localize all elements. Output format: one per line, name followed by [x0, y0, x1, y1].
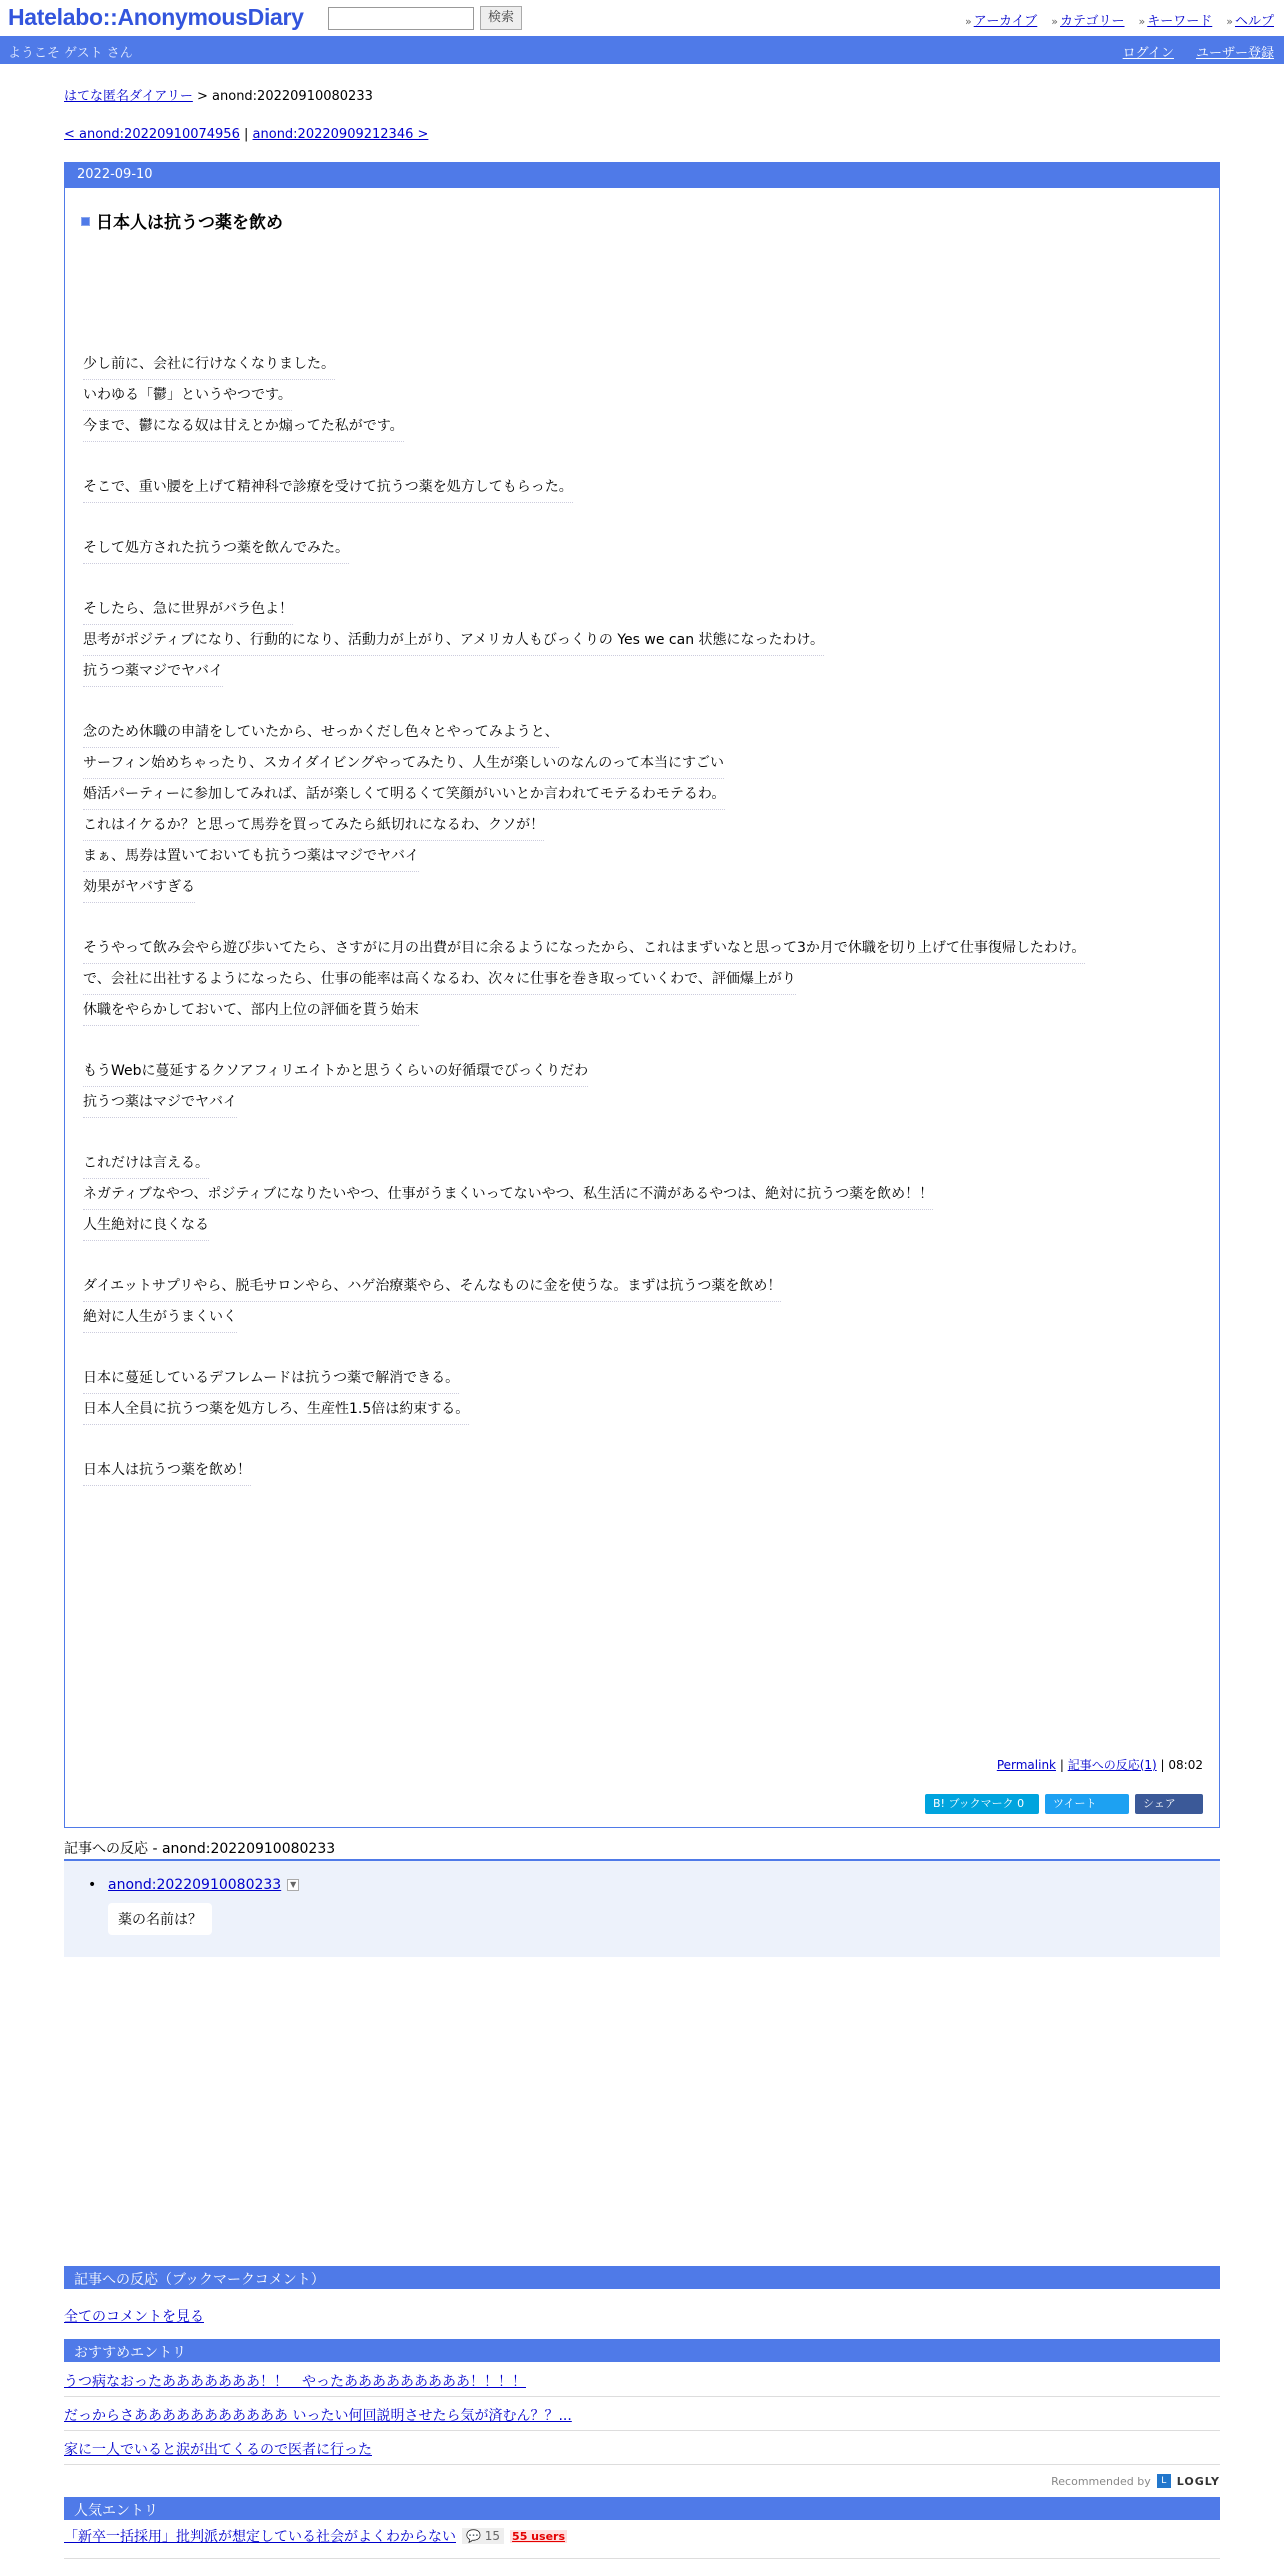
body-line: 今まで、鬱になる奴は甘えとか煽ってた私がです。: [83, 411, 404, 442]
paragraph-gap: [83, 1026, 1085, 1056]
paragraph-gap: [83, 687, 1085, 717]
entry-body: [83, 349, 1085, 1486]
share-buttons: [925, 1794, 1203, 1814]
body-line: 日本人は抗うつ薬を飲め！: [83, 1455, 251, 1486]
bookmark-comments-heading: 記事への反応（ブックマークコメント）: [64, 2266, 1220, 2289]
reference-link[interactable]: anond:20220910080233: [108, 1877, 282, 1893]
body-line: 人生絶対に良くなる: [83, 1210, 209, 1241]
body-line: 抗うつ薬はマジでヤバイ: [83, 1087, 237, 1118]
next-entry-link[interactable]: anond:20220909212346 >: [252, 127, 429, 142]
recommended-link[interactable]: うつ病なおったあああああああ！！ やったあああああああああ！！！！: [64, 2374, 526, 2390]
breadcrumb-current: anond:20220910080233: [212, 89, 373, 104]
entry-section: [64, 162, 1220, 1828]
user-bar: [0, 36, 1284, 64]
references-heading: 記事への反応 - anond:20220910080233: [64, 1841, 336, 1857]
entry-footer: [997, 1756, 1203, 1773]
welcome-text: ようこそ ゲスト さん: [8, 46, 133, 61]
divider: [64, 2558, 1220, 2559]
paragraph-gap: [83, 503, 1085, 533]
entry-title: [81, 208, 283, 233]
body-line: で、会社に出社するようになったら、仕事の能率は高くなるわ、次々に仕事を巻き取っていくわで、評価爆上がり: [83, 964, 796, 995]
recommended-by[interactable]: [1051, 2474, 1220, 2488]
body-line: 絶対に人生がうまくいく: [83, 1302, 237, 1333]
body-line: いわゆる「鬱」というやつです。: [83, 380, 292, 411]
breadcrumb-home-link[interactable]: はてな匿名ダイアリー: [64, 89, 193, 104]
paragraph-gap: [83, 564, 1085, 594]
recommended-heading: おすすめエントリ: [64, 2339, 1220, 2362]
body-line: 休職をやらかしておいて、部内上位の評価を貰う始末: [83, 995, 419, 1026]
body-line: 日本に蔓延しているデフレムードは抗うつ薬で解消できる。: [83, 1363, 459, 1394]
tweet-button[interactable]: ツイート: [1045, 1794, 1129, 1814]
list-item: [64, 2397, 1220, 2431]
logly-logo-icon: L: [1157, 2474, 1171, 2488]
login-link[interactable]: ログイン: [1122, 46, 1174, 61]
body-line: そして処方された抗うつ薬を飲んでみた。: [83, 533, 349, 564]
body-line: 婚活パーティーに参加してみれば、話が楽しくて明るくて笑顔がいいとか言われてモテるわモテるわ。: [83, 779, 725, 810]
reactions-link[interactable]: 記事への反応(1): [1067, 1758, 1157, 1772]
search-button[interactable]: 検索: [480, 6, 522, 30]
paragraph-gap: [83, 442, 1085, 472]
hatena-bookmark-button[interactable]: B! ブックマーク 0: [925, 1794, 1039, 1814]
body-line: 少し前に、会社に行けなくなりました。: [83, 349, 335, 380]
nav-keyword-link[interactable]: » キーワード: [1139, 10, 1213, 29]
entry-marker-icon[interactable]: [81, 217, 90, 226]
recommended-list: [64, 2363, 1220, 2465]
list-item: [64, 2431, 1220, 2465]
nav-category-link[interactable]: » カテゴリー: [1051, 10, 1124, 29]
body-line: 抗うつ薬マジでヤバイ: [83, 656, 223, 687]
body-line: ダイエットサプリやら、脱毛サロンやら、ハゲ治療薬やら、そんなものに金を使うな。まずは抗うつ薬を飲め！: [83, 1271, 781, 1302]
body-line: 日本人全員に抗うつ薬を処方しろ、生産性1.5倍は約束する。: [83, 1394, 469, 1425]
body-line: ネガティブなやつ、ポジティブになりたいやつ、仕事がうまくいってないやつ、私生活に不満があるやつは、絶対に抗うつ薬を飲め！！: [83, 1179, 933, 1210]
body-line: これはイケるか？と思って馬券を買ってみたら紙切れになるわ、クソが！: [83, 810, 544, 841]
comment-count[interactable]: 💬 15: [462, 2528, 504, 2544]
paragraph-gap: [83, 903, 1085, 933]
register-link[interactable]: ユーザー登録: [1195, 46, 1274, 61]
footer-separator: |: [1059, 1758, 1064, 1772]
site-header: [0, 0, 1284, 36]
recommended-by-text: Recommended by: [1051, 2474, 1151, 2488]
footer-separator: |: [1160, 1758, 1165, 1772]
body-line: そうやって飲み会やら遊び歩いてたら、さすがに月の出費が目に余るようになったから、これはまずいなと思って3か月で休職を切り上げて仕事復帰したわけ。: [83, 933, 1085, 964]
facebook-share-button[interactable]: シェア: [1135, 1794, 1203, 1814]
pager-separator: |: [244, 127, 249, 142]
popular-link[interactable]: 「新卒一括採用」批判派が想定している社会がよくわからない: [64, 2529, 456, 2545]
breadcrumb-separator: >: [196, 89, 208, 104]
bookmark-users-badge[interactable]: 55 users: [512, 2529, 565, 2543]
all-comments-link[interactable]: 全てのコメントを見る: [64, 2309, 204, 2325]
entry-pager: [64, 127, 428, 142]
permalink-link[interactable]: Permalink: [996, 1758, 1056, 1772]
logly-wordmark: LOGLY: [1176, 2474, 1220, 2488]
paragraph-gap: [83, 1118, 1085, 1148]
search-input[interactable]: [328, 7, 474, 30]
comment-count-value: 15: [484, 2529, 501, 2543]
prev-entry-link[interactable]: < anond:20220910074956: [64, 127, 240, 142]
body-line: もうWebに蔓延するクソアフィリエイトかと思うくらいの好循環でびっくりだわ: [83, 1056, 588, 1087]
recommended-link[interactable]: だっからさあああああああああああ いったい何回説明させたら気が済むん？？...: [64, 2408, 572, 2424]
references-list: [64, 1859, 1220, 1957]
recommended-link[interactable]: 家に一人でいると涙が出てくるので医者に行った: [64, 2442, 372, 2458]
chevron-down-icon[interactable]: ▼: [287, 1879, 299, 1891]
body-line: 効果がヤバすぎる: [83, 872, 195, 903]
body-line: 思考がポジティブになり、行動的になり、活動力が上がり、アメリカ人もびっくりの Yes we can 状態になったわけ。: [83, 625, 824, 656]
site-logo[interactable]: Hatelabo::AnonymousDiary: [8, 4, 304, 30]
list-item: [64, 2363, 1220, 2397]
breadcrumb: [64, 85, 373, 104]
reference-excerpt: 薬の名前は？: [108, 1903, 212, 1935]
nav-archive-link[interactable]: » アーカイブ: [965, 10, 1037, 29]
body-line: そしたら、急に世界がバラ色よ！: [83, 594, 293, 625]
popular-item: [64, 2526, 567, 2546]
entry-time: 08:02: [1168, 1758, 1203, 1772]
entry-date: 2022-09-10: [65, 163, 1219, 188]
reference-item: [108, 1877, 299, 1893]
top-nav: [965, 10, 1274, 29]
body-line: これだけは言える。: [83, 1148, 209, 1179]
entry-title-text: 日本人は抗うつ薬を飲め: [96, 213, 283, 233]
nav-help-link[interactable]: » ヘルプ: [1226, 10, 1274, 29]
body-line: サーフィン始めちゃったり、スカイダイビングやってみたり、人生が楽しいのなんのって本当にすごい: [83, 748, 724, 779]
popular-heading: 人気エントリ: [64, 2497, 1220, 2520]
paragraph-gap: [83, 1425, 1085, 1455]
body-line: そこで、重い腰を上げて精神科で診療を受けて抗うつ薬を処方してもらった。: [83, 472, 573, 503]
paragraph-gap: [83, 1333, 1085, 1363]
body-line: 念のため休職の申請をしていたから、せっかくだし色々とやってみようと、: [83, 717, 559, 748]
body-line: まぁ、馬券は置いておいても抗うつ薬はマジでヤバイ: [83, 841, 419, 872]
paragraph-gap: [83, 1241, 1085, 1271]
